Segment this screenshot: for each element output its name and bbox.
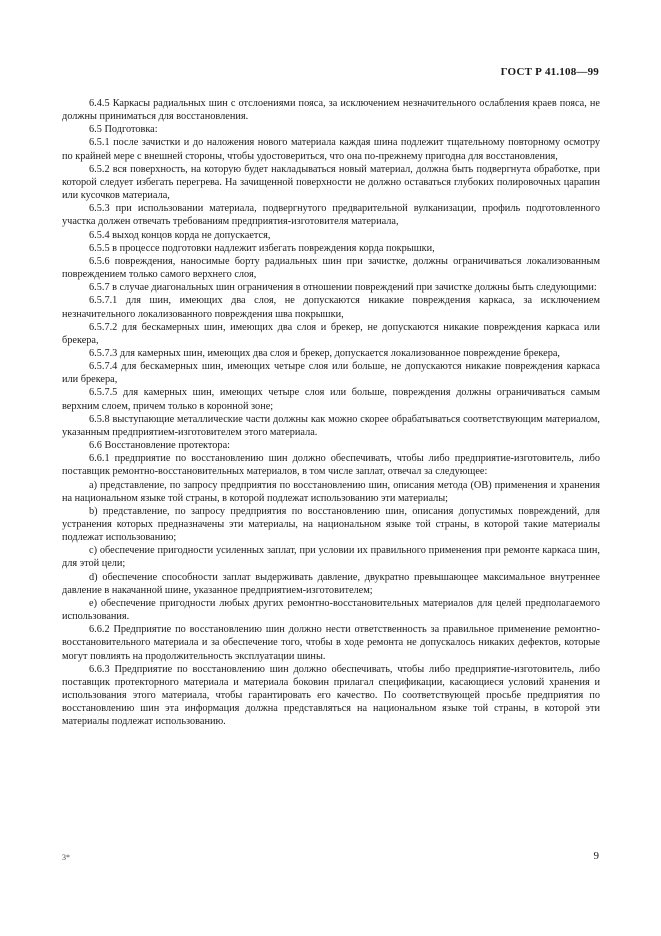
paragraph: 6.5.7.4 для бескамерных шин, имеющих четыре слоя или больше, не допускаются никакие повреждения каркаса или брекера, bbox=[62, 361, 600, 386]
paragraph: 6.6 Восстановление протектора: bbox=[89, 440, 231, 452]
paragraph: 6.6.1 предприятие по восстановлению шин должно обеспечивать, чтобы либо предприятие-изготовитель, либо поставщик ремонтно-восстановительных материалов, в том числе заплат, отвечал за следующее: bbox=[62, 453, 600, 478]
paragraph: 6.5.3 при использовании материала, подвергнутого предварительной вулканизации, профиль подготовленного участка должен отвечать требованиям предприятия-изготовителя материала, bbox=[62, 203, 600, 228]
paragraph: 6.6.3 Предприятие по восстановлению шин должно обеспечивать, чтобы либо предприятие-изготовитель, либо поставщик протекторного материала и материала боковин прилагал спецификации, касающиеся условий хранения и использования этого материала, чтобы гарантировать его качество. По соответствующей просьбе предприятия по восстановлению шин эта информация должна представляться на национальном языке той страны, в которой эти материалы подлежат использованию. bbox=[62, 663, 600, 728]
paragraph: а) представление, по запросу предприятия по восстановлению шин, описания метода (ОВ) применения и хранения на национальном языке той страны, в которой подлежат использованию эти материалы; bbox=[62, 479, 600, 504]
paragraph: 6.5.7.2 для бескамерных шин, имеющих два слоя и брекер, не допускаются никакие повреждения каркаса или брекера, bbox=[62, 321, 600, 346]
paragraph: 6.5.7 в случае диагональных шин ограничения в отношении повреждений при зачистке должны быть следующими: bbox=[89, 282, 597, 294]
signature-mark: 3* bbox=[62, 853, 70, 862]
paragraph: с) обеспечение пригодности усиленных заплат, при условии их правильного применения при ремонте каркаса шин, для этой цели; bbox=[62, 545, 600, 570]
paragraph: е) обеспечение пригодности любых других ремонтно-восстановительных материалов для целей предполагаемого использования. bbox=[62, 597, 600, 623]
paragraph: 6.5.7.3 для камерных шин, имеющих два слоя и брекер, допускается локализованное повреждение брекера, bbox=[89, 347, 561, 359]
paragraph: 6.5.2 вся поверхность, на которую будет накладываться новый материал, должна быть подвергнута обработке, при которой следует избегать перегрева. На зачищенной поверхности не должно оставаться глубоких полировочных царапин или кусочков материала, bbox=[62, 163, 600, 202]
paragraph: b) представление, по запросу предприятия по восстановлению шин, описания допустимых повреждений, для устранения которых предназначены эти материалы, на национальном языке той страны, в которой такие материалы подлежат использованию; bbox=[62, 505, 600, 544]
paragraph: 6.4.5 Каркасы радиальных шин с отслоениями пояса, за исключением незначительного ослабления краев пояса, не должны приниматься для восстановления. bbox=[62, 98, 600, 123]
page-number: 9 bbox=[593, 850, 599, 862]
paragraph: 6.5.6 повреждения, наносимые борту радиальных шин при зачистке, должны ограничиваться локализованным повреждением только самого верхнего слоя, bbox=[62, 255, 600, 281]
paragraph: 6.5.7.1 для шин, имеющих два слоя, не допускаются никакие повреждения каркаса, за исключением незначительного локализованного повреждения шва покрышки, bbox=[62, 295, 600, 320]
paragraph: 6.5.8 выступающие металлические части должны как можно скорее обрабатываться соответствующим материалом, указанным предприятием-изготовителем этого материала. bbox=[62, 413, 600, 438]
paragraph: 6.5.5 в процессе подготовки надлежит избегать повреждения корда покрышки, bbox=[89, 242, 435, 254]
paragraph: 6.5.4 выход концов корда не допускается, bbox=[89, 229, 271, 241]
document-code-header: ГОСТ Р 41.108—99 bbox=[500, 66, 599, 78]
paragraph: 6.5.7.5 для камерных шин, имеющих четыре слоя или больше, повреждения должны ограничиваться самым верхним слоем, причем только в коронной зоне; bbox=[62, 387, 600, 412]
paragraph: d) обеспечение способности заплат выдерживать давление, двукратно превышающее максимальное внутреннее давление в накачанной шине, указанное предприятием-изготовителем; bbox=[62, 571, 600, 596]
paragraph: 6.5 Подготовка: bbox=[89, 124, 158, 136]
document-body bbox=[62, 97, 600, 729]
paragraph: 6.5.1 после зачистки и до наложения нового материала каждая шина подлежит тщательному повторному осмотру по крайней мере с внешней стороны, чтобы удостовериться, что она по-прежнему пригодна для восстановления, bbox=[62, 137, 600, 162]
paragraph: 6.6.2 Предприятие по восстановлению шин должно нести ответственность за правильное применение ремонтно-восстановительного материала и за обеспечение того, чтобы в ходе ремонта не допускалось никаких дефектов, которые могут повлиять на продолжительность эксплуатации шины. bbox=[62, 624, 600, 662]
